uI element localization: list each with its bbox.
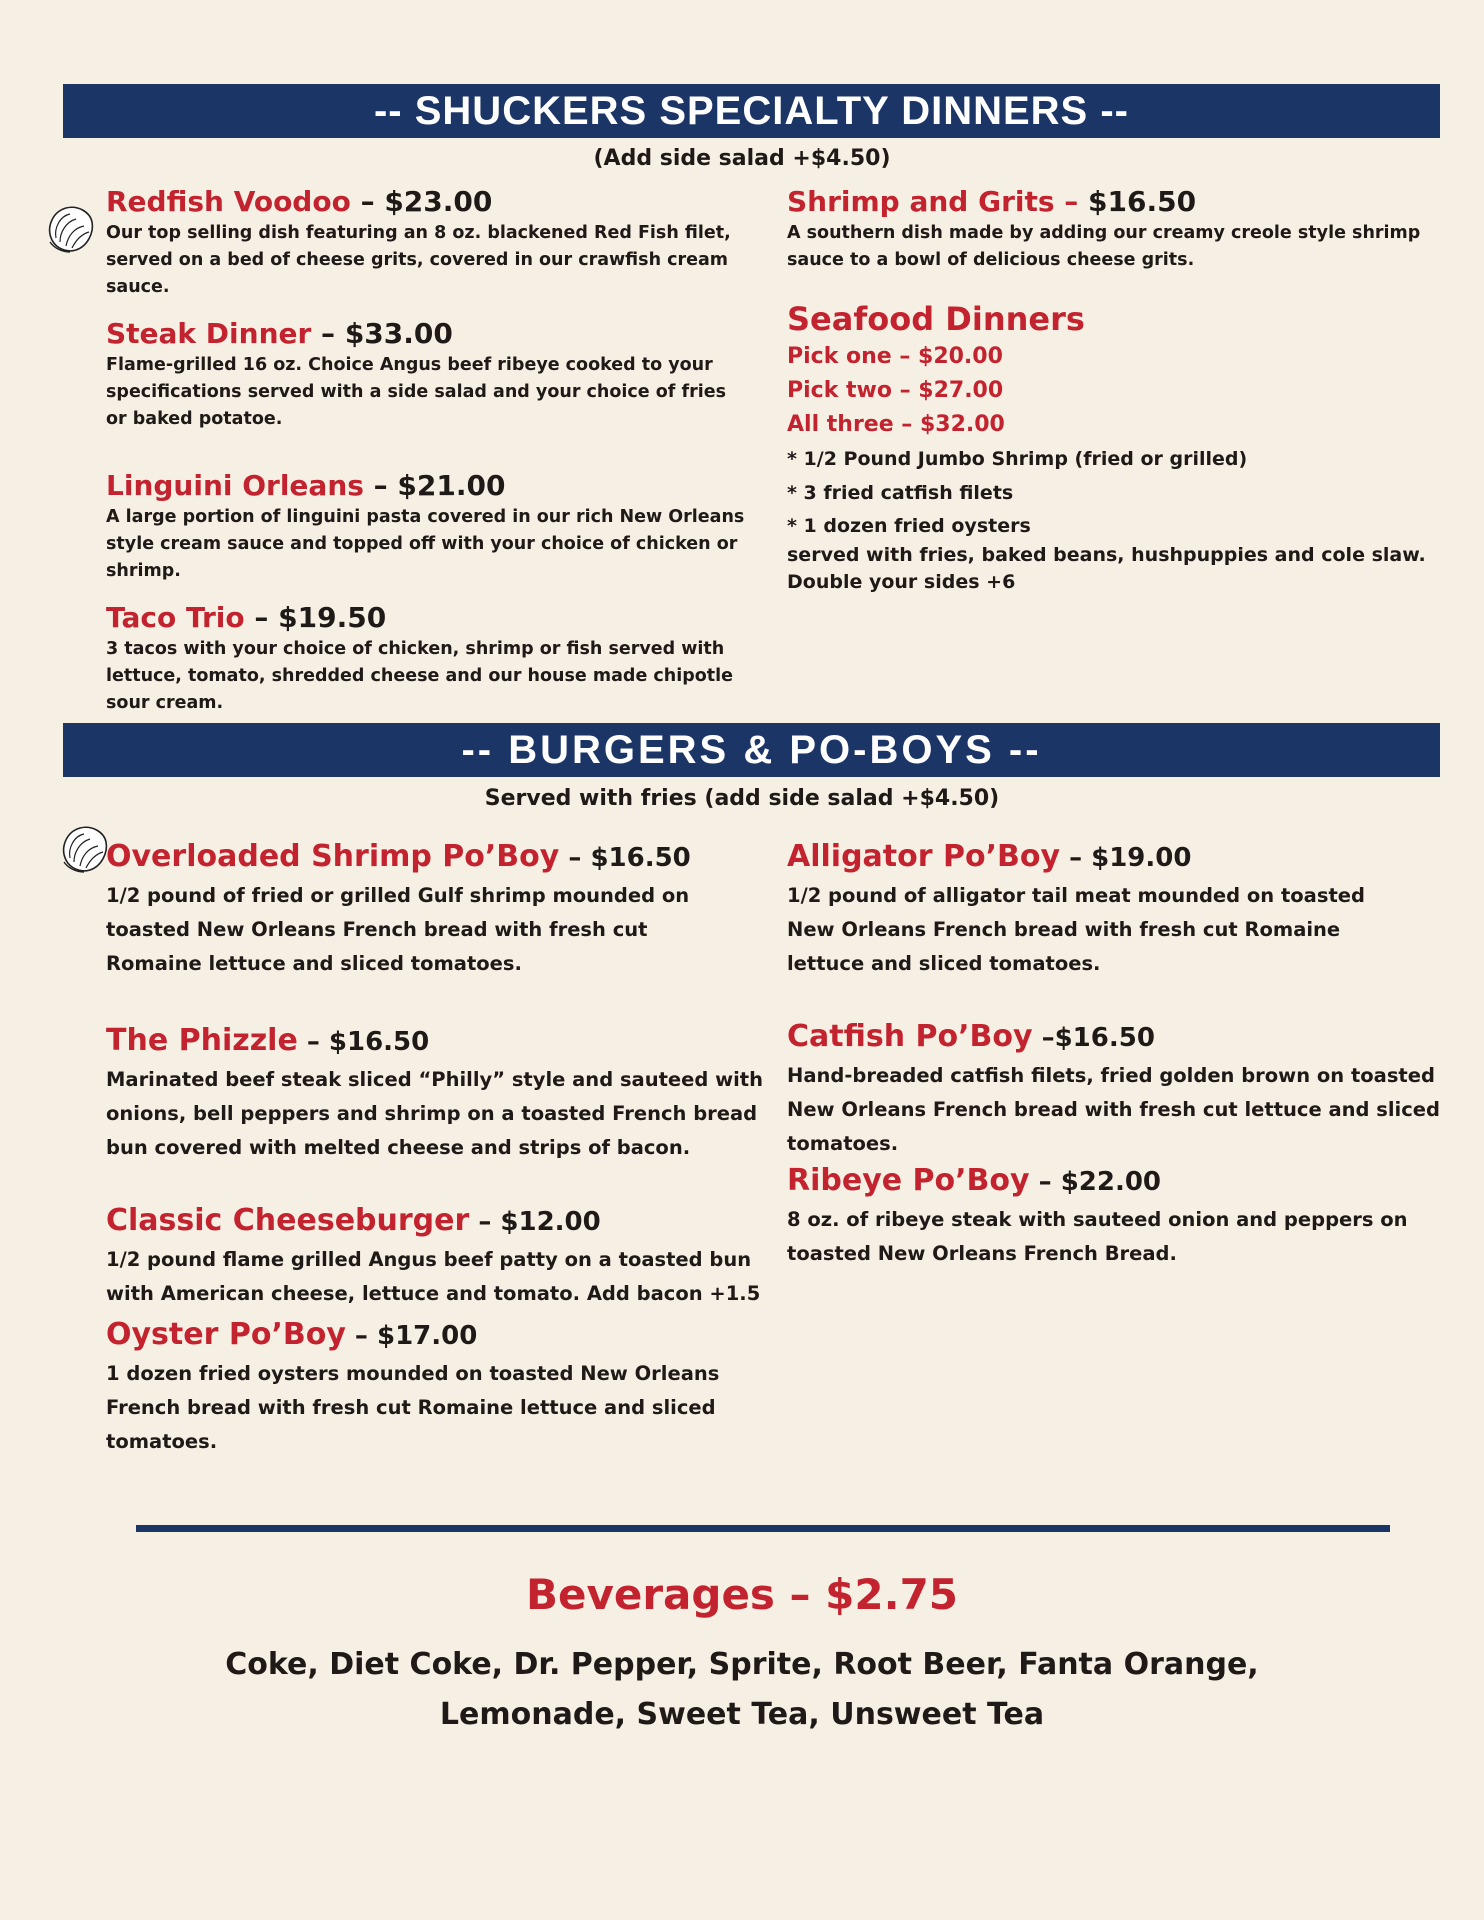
item-price: $21.00 <box>397 469 506 502</box>
seafood-choice: * 3 fried catfish filets <box>787 482 1014 504</box>
item-price: $16.50 <box>328 1027 430 1057</box>
item-separator: – <box>297 1027 329 1057</box>
seafood-choice: * 1/2 Pound Jumbo Shrimp (fried or grilled) <box>787 448 1248 470</box>
item-price: $16.50 <box>1054 1023 1155 1053</box>
item-price: $19.00 <box>1091 843 1192 873</box>
item-price: $12.00 <box>500 1207 601 1237</box>
item-description: A large portion of linguini pasta covered in our rich New Orleans style cream sauce and topped off with your choice of chicken or shrimp. <box>106 507 745 582</box>
item-description: 8 oz. of ribeye steak with sauteed onion and peppers on toasted New Orleans French Bread. <box>787 1207 1408 1265</box>
beverages-title: Beverages – $2.75 <box>525 1570 959 1619</box>
item-price: $23.00 <box>384 185 493 218</box>
item-name: Alligator Po’Boy <box>787 839 1061 874</box>
item-description: 1/2 pound flame grilled Angus beef patty on a toasted bun with American cheese, lettuce and tomato. Add bacon +1.5 <box>106 1247 761 1305</box>
menu-item-alligator-poboy <box>787 840 1407 981</box>
oyster-shell-icon <box>44 202 98 256</box>
item-separator: – <box>1060 843 1092 873</box>
seafood-option: All three – $32.00 <box>787 412 1005 437</box>
menu-item-linguini-orleans <box>106 470 766 585</box>
item-price: $22.00 <box>1060 1167 1162 1197</box>
item-description: Our top selling dish featuring an 8 oz. blackened Red Fish filet, served on a bed of cheese grits, covered in our crawfish cream sauce. <box>106 223 731 298</box>
oyster-shell-icon <box>58 822 112 876</box>
item-description: 1/2 pound of alligator tail meat mounded on toasted New Orleans French bread with fresh cut Romaine lettuce and sliced tomatoes. <box>787 883 1365 975</box>
seafood-served-note: served with fries, baked beans, hushpuppies and cole slaw. <box>787 544 1426 566</box>
seafood-dinners-title: Seafood Dinners <box>787 300 1085 338</box>
menu-item-shrimp-and-grits <box>787 186 1447 274</box>
item-description: Flame-grilled 16 oz. Choice Angus beef ribeye cooked to your specifications served with a side salad and your choice of fries or baked potatoe. <box>106 355 726 430</box>
menu-item-classic-cheeseburger <box>106 1204 766 1311</box>
item-description: A southern dish made by adding our creamy creole style shrimp sauce to a bowl of delicious cheese grits. <box>787 223 1421 271</box>
item-price: $17.00 <box>376 1321 478 1351</box>
item-separator: – <box>244 601 279 634</box>
item-price: $16.50 <box>590 843 691 873</box>
menu-item-overloaded-shrimp-poboy <box>106 840 756 981</box>
item-name: Classic Cheeseburger <box>106 1203 470 1238</box>
item-description: Marinated beef steak sliced “Philly” style and sauteed with onions, bell peppers and shrimp on a toasted French bread bun covered with melted cheese and strips of bacon. <box>106 1067 764 1159</box>
menu-item-redfish-voodoo <box>106 186 766 301</box>
section-divider <box>136 1525 1390 1532</box>
item-name: Linguini Orleans <box>106 469 364 502</box>
item-name: Taco Trio <box>106 601 245 634</box>
item-name: Ribeye Po’Boy <box>787 1163 1030 1198</box>
item-name: The Phizzle <box>106 1023 298 1058</box>
item-price: $33.00 <box>344 317 453 350</box>
item-separator: – <box>350 185 385 218</box>
item-separator: – <box>311 317 345 350</box>
specialty-subtitle: (Add side salad +$4.50) <box>593 146 891 171</box>
item-price: $19.50 <box>278 601 387 634</box>
item-name: Steak Dinner <box>106 317 312 350</box>
item-name: Oyster Po’Boy <box>106 1317 346 1352</box>
beverages-list-line-2: Lemonade, Sweet Tea, Unsweet Tea <box>439 1697 1045 1732</box>
item-price: $16.50 <box>1088 185 1197 218</box>
menu-item-ribeye-poboy <box>787 1164 1447 1271</box>
item-description: Hand-breaded catfish filets, fried golden brown on toasted New Orleans French bread with fresh cut lettuce and sliced tomatoes. <box>787 1063 1440 1155</box>
item-separator: – <box>345 1321 377 1351</box>
burgers-subtitle: Served with fries (add side salad +$4.50) <box>484 786 1000 811</box>
item-separator: – <box>1032 1023 1055 1053</box>
seafood-dinners-block <box>787 298 1447 596</box>
item-separator: – <box>1054 185 1089 218</box>
specialty-banner: -- SHUCKERS SPECIALTY DINNERS -- <box>63 84 1440 138</box>
item-description: 1 dozen fried oysters mounded on toasted New Orleans French bread with fresh cut Romaine lettuce and sliced tomatoes. <box>106 1361 720 1453</box>
item-separator: – <box>559 843 591 873</box>
item-separator: – <box>469 1207 501 1237</box>
menu-item-steak-dinner <box>106 318 766 433</box>
menu-item-the-phizzle <box>106 1024 766 1165</box>
seafood-double-note: Double your sides +6 <box>787 571 1016 593</box>
item-separator: – <box>363 469 398 502</box>
burgers-banner: -- BURGERS & PO-BOYS -- <box>63 723 1440 777</box>
seafood-choice: * 1 dozen fried oysters <box>787 515 1031 537</box>
item-name: Shrimp and Grits <box>787 185 1055 218</box>
seafood-option: Pick one – $20.00 <box>787 344 1003 369</box>
item-description: 1/2 pound of fried or grilled Gulf shrimp mounded on toasted New Orleans French bread with fresh cut Romaine lettuce and sliced tomatoes. <box>106 883 690 975</box>
item-name: Catfish Po’Boy <box>787 1019 1033 1054</box>
beverages-list-line-1: Coke, Diet Coke, Dr. Pepper, Sprite, Root Beer, Fanta Orange, <box>225 1647 1259 1682</box>
seafood-option: Pick two – $27.00 <box>787 378 1004 403</box>
menu-item-taco-trio <box>106 602 766 717</box>
menu-item-catfish-poboy <box>787 1020 1447 1161</box>
item-name: Redfish Voodoo <box>106 185 351 218</box>
item-separator: – <box>1029 1167 1061 1197</box>
item-name: Overloaded Shrimp Po’Boy <box>106 839 560 874</box>
item-description: 3 tacos with your choice of chicken, shrimp or fish served with lettuce, tomato, shredded cheese and our house made chipotle sour cream. <box>106 639 734 714</box>
menu-item-oyster-poboy <box>106 1318 766 1459</box>
